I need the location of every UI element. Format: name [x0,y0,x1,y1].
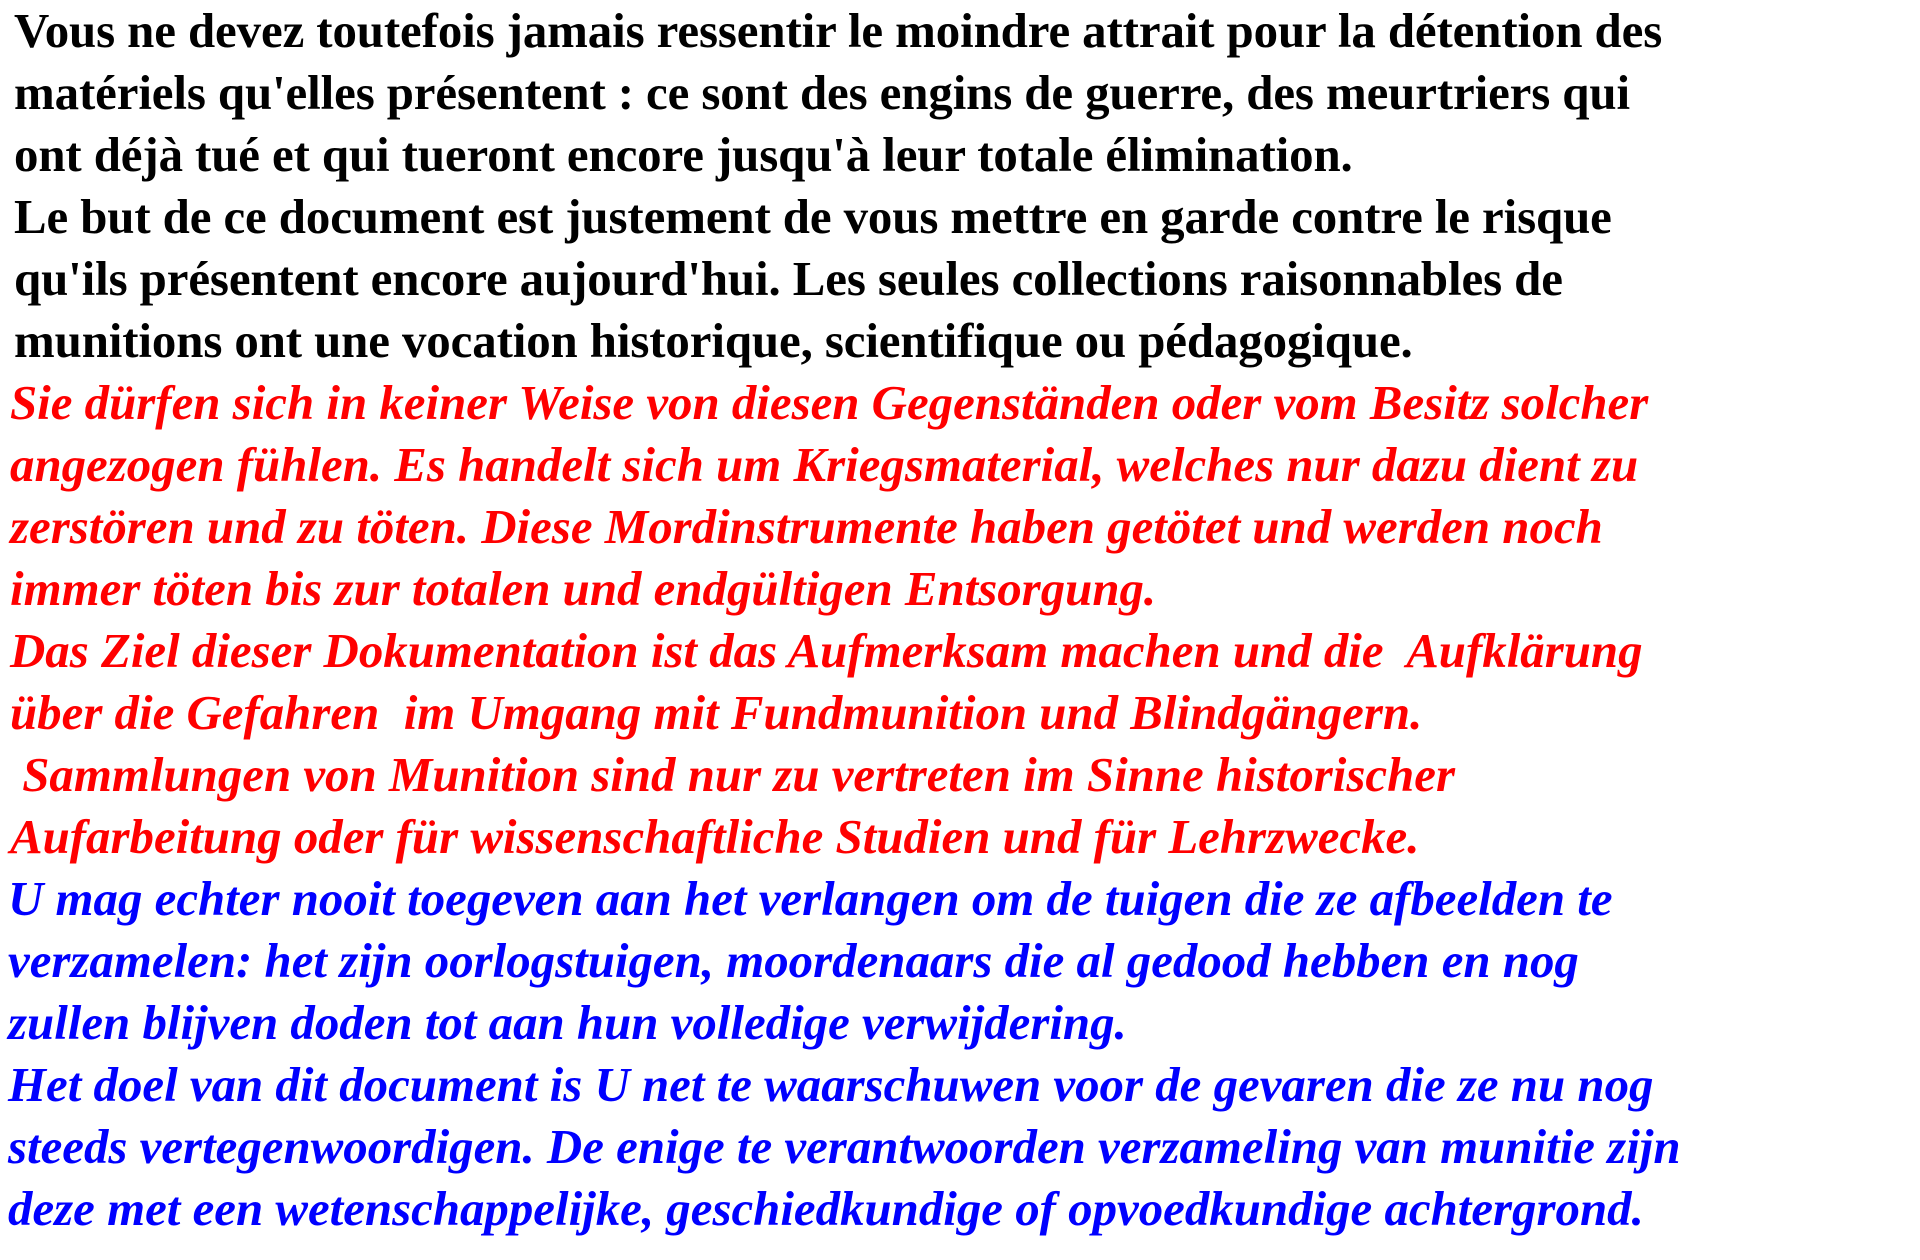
german-paragraph-2 [0,620,1920,868]
german-paragraph-1 [0,372,1920,620]
text-line: Het doel van dit document is U net te waarschuwen voor de gevaren die ze nu nog [8,1057,1654,1112]
text-line: munitions ont une vocation historique, scientifique ou pédagogique. [14,313,1413,368]
text-line: über die Gefahren im Umgang mit Fundmunition und Blindgängern. [10,685,1423,740]
text-line: U mag echter nooit toegeven aan het verlangen om de tuigen die ze afbeelden te [8,871,1613,926]
french-paragraph-2 [0,186,1920,372]
text-line: qu'ils présentent encore aujourd'hui. Les seules collections raisonnables de [14,251,1563,306]
text-line: Sammlungen von Munition sind nur zu vertreten im Sinne historischer [10,747,1455,802]
text-line: angezogen fühlen. Es handelt sich um Kriegsmaterial, welches nur dazu dient zu [10,437,1639,492]
text-line: Das Ziel dieser Dokumentation ist das Aufmerksam machen und die Aufklärung [10,623,1643,678]
french-paragraph-1 [0,0,1920,186]
text-line: ont déjà tué et qui tueront encore jusqu'à leur totale élimination. [14,127,1353,182]
text-line: verzamelen: het zijn oorlogstuigen, moordenaars die al gedood hebben en nog [8,933,1579,988]
text-line: Vous ne devez toutefois jamais ressentir le moindre attrait pour la détention des [14,3,1663,58]
text-line: Le but de ce document est justement de vous mettre en garde contre le risque [14,189,1612,244]
text-line: matériels qu'elles présentent : ce sont des engins de guerre, des meurtriers qui [14,65,1630,120]
text-line: immer töten bis zur totalen und endgültigen Entsorgung. [10,561,1157,616]
text-line: Sie dürfen sich in keiner Weise von diesen Gegenständen oder vom Besitz solcher [10,375,1649,430]
text-line: Aufarbeitung oder für wissenschaftliche Studien und für Lehrzwecke. [10,809,1420,864]
text-line: zullen blijven doden tot aan hun volledige verwijdering. [8,995,1127,1050]
dutch-paragraph-2 [0,1054,1920,1240]
text-line: zerstören und zu töten. Diese Mordinstrumente haben getötet und werden noch [10,499,1603,554]
dutch-paragraph-1 [0,868,1920,1054]
text-line: steeds vertegenwoordigen. De enige te verantwoorden verzameling van munitie zijn [8,1119,1681,1174]
text-line: deze met een wetenschappelijke, geschiedkundige of opvoedkundige achtergrond. [8,1181,1644,1236]
